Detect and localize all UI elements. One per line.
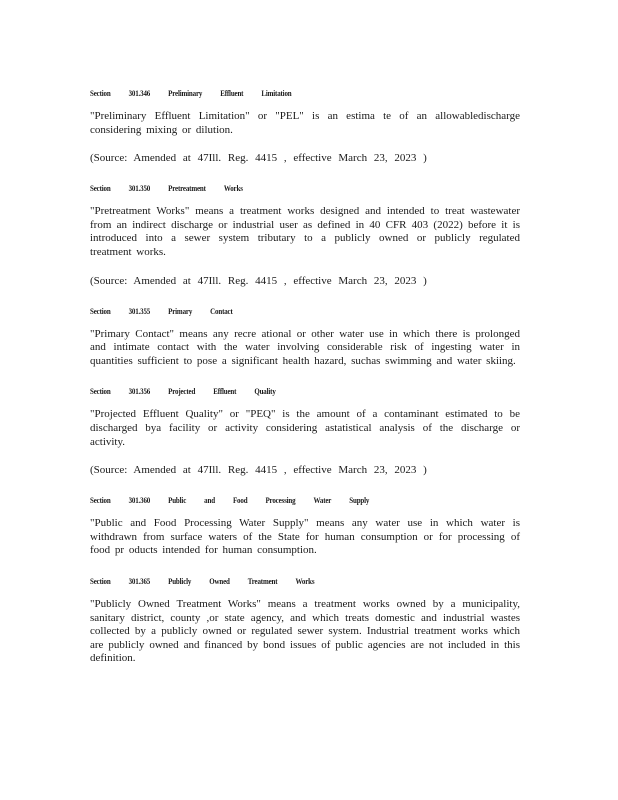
section-heading: [90, 86, 443, 100]
section-paragraph: "Public and Food Processing Water Supply" means any water use in which water is withdrawn from surface waters of the State for human consumption or for processing of food pr oducts intended for human consumption.: [90, 517, 520, 557]
heading-word: Effluent: [213, 386, 237, 397]
heading-word: Effluent: [220, 88, 244, 98]
heading-word: 301.346: [128, 88, 151, 98]
heading-word: Pretreatment: [168, 183, 206, 194]
heading-word: Section: [90, 495, 111, 506]
heading-word: Section: [90, 575, 111, 586]
heading-word: Limitation: [261, 88, 292, 98]
heading-word: Quality: [254, 386, 276, 397]
heading-word: Processing: [265, 495, 296, 506]
heading-word: Section: [90, 183, 111, 194]
heading-word: Section: [90, 386, 111, 397]
document-page: [90, 86, 520, 666]
heading-word: Water: [313, 495, 332, 506]
heading-word: 301.350: [128, 183, 151, 194]
source-note: (Source: Amended at 47Ill. Reg. 4415 , effective March 23, 2023 ): [90, 464, 427, 477]
heading-word: Preliminary: [168, 88, 203, 98]
section-paragraph: "Publicly Owned Treatment Works" means a treatment works owned by a municipality, sanitary district, county ,or state agency, and which treats domestic and industrial wastes collected by a publicly owned or regulated sewer system. Industrial treatment works which are publicly owned and financed by bond issues of public agencies are not included in this definition.: [90, 597, 520, 665]
heading-word: 301.365: [128, 575, 151, 586]
section-paragraph: "Projected Effluent Quality" or "PEQ" is the amount of a contaminant estimated to be discharged bya facility or activity considering astatistical analysis of the discharge or activity.: [90, 408, 520, 448]
heading-word: and: [204, 495, 215, 506]
heading-word: Treatment: [247, 575, 278, 586]
section-paragraph: "Primary Contact" means any recre ational or other water use in which there is prolonged and intimate contact with the water involving considerable risk of ingesting water in quantities sufficient to pose a significant health hazard, suchas swimming and water skiing.: [90, 327, 520, 367]
source-note: (Source: Amended at 47Ill. Reg. 4415 , effective March 23, 2023 ): [90, 152, 427, 165]
section-heading: [90, 384, 443, 398]
heading-word: Section: [90, 305, 111, 316]
heading-word: Owned: [209, 575, 230, 586]
heading-word: Supply: [349, 495, 370, 506]
section-heading: [90, 181, 443, 195]
section-heading: [90, 493, 443, 507]
section-heading: [90, 574, 443, 588]
heading-word: Works: [223, 183, 243, 194]
heading-word: Publicly: [168, 575, 192, 586]
heading-word: 301.360: [128, 495, 151, 506]
heading-word: 301.355: [128, 305, 151, 316]
section-paragraph: "Preliminary Effluent Limitation" or "PEL" is an estima te of an allowabledischarge considering mixing or dilution.: [90, 110, 520, 136]
heading-word: Contact: [210, 305, 233, 316]
heading-word: Section: [90, 88, 111, 98]
section-heading: [90, 304, 443, 318]
heading-word: Food: [232, 495, 248, 506]
heading-word: 301.356: [128, 386, 151, 397]
heading-word: Primary: [168, 305, 193, 316]
heading-word: Works: [295, 575, 315, 586]
heading-word: Projected: [168, 386, 196, 397]
section-paragraph: "Pretreatment Works" means a treatment works designed and intended to treat wastewater from an indirect discharge or industrial user as defined in 40 CFR 403 (2022) before it is introduced into a sewer system tributary to a publicly owned or publicly regulated treatment works.: [90, 205, 520, 258]
heading-word: Public: [168, 495, 187, 506]
source-note: (Source: Amended at 47Ill. Reg. 4415 , effective March 23, 2023 ): [90, 274, 427, 287]
